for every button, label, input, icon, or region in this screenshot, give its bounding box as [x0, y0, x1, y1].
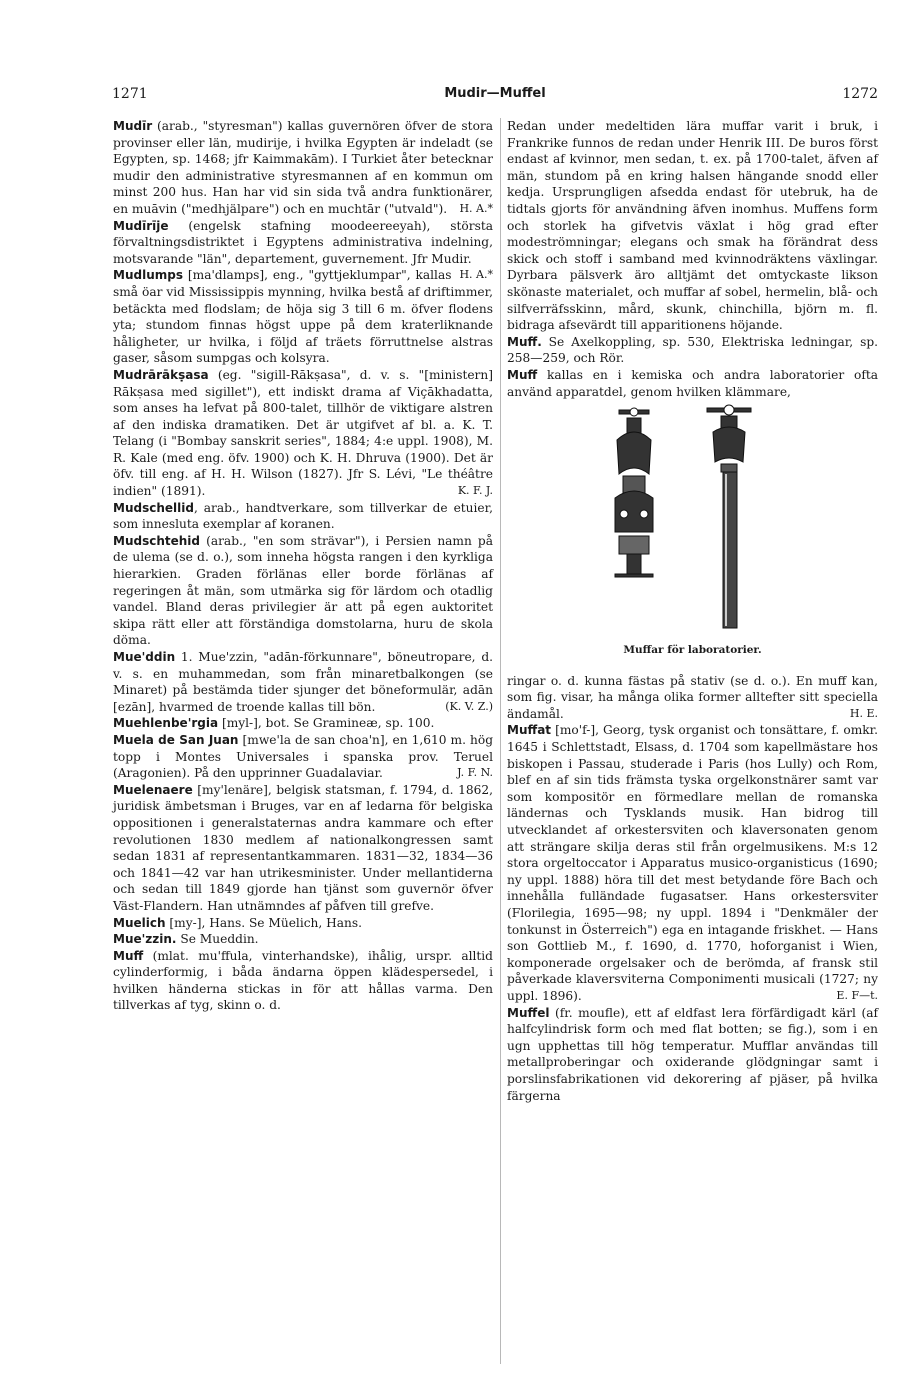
entry-text: (arab., "en som strävar"), i Persien namn på de ulema (se d. o.), som inneha högsta rangen i den kyrkliga hierarkien. Graden förlänas eller borde förlänas af regeringen åt män, som utmärka sig för lärdom och otadlig vandel. Bland deras privilegier är att på egen auktoritet skipa rätt eller att förständiga domstolarna, huru de skola döma.: [113, 533, 493, 648]
entry-text: 1. Mue'zzin, "adān-förkunnare", böneutropare, d. v. s. en muhammedan, som från minaretbalkongen (se Minaret) på bestämda tider sjunger det böneformulär, adān [ezān], hvarmed de troende kallas till bön.: [113, 650, 493, 714]
dictionary-entry: [113, 649, 493, 715]
dictionary-entry: [507, 722, 878, 1004]
clamp-left-icon: [615, 408, 653, 577]
entry-text: (fr. moufle), ett af eldfast lera förfärdigadt kärl (af halfcylindrisk form och med flat botten; se fig.), som i en ugn upphettas till hög temperatur. Mufflar användas till metallproberingar och oxiderande glödgningar samt i porslinsfabrikationen vid dekorering af pjäser, på hvilka färgerna: [507, 1005, 878, 1103]
entry-headword: Mudīr: [113, 119, 153, 133]
entry-headword: Mudschellid: [113, 500, 194, 515]
entry-headword: Muelich: [113, 915, 166, 930]
entry-signature: E. F—t.: [836, 988, 878, 1002]
entry-continuation: Redan under medeltiden lära muffar varit i bruk, i Frankrike funnos de redan under Henrik III. De buros först endast af kvinnor, men sedan, t. ex. på 1700-talet, äfven af män, stundom på en kring halsen hängande snodd eller kedja. Ursprungligen afsedda endast för utebruk, ha de tidtals gjorts för användning äfven inomhus. Muffens form och storlek ha gifvetvis växlat i hög grad efter modeströmningar; elegans och smak ha förändrat dess skick och stoff i samband med kvinnodräktens växlingar. Dyrbara pälsverk äro alltjämt det omtyckaste likson skönaste materialet, och muffar af sobel, hermelin, blå- och silfverräfsskinn, mård, skunk, chinchilla, björn m. fl. bidraga afsevärdt till apparitionens höjande.: [507, 119, 878, 333]
entry-signature: J. F. N.: [457, 766, 493, 780]
column-divider: [500, 118, 501, 1364]
continuation-text: ringar o. d. kunna fästas på stativ (se d. o.). En muff kan, som fig. visar, ha många olika former alltefter sitt speciella ändamål.: [507, 673, 878, 721]
laboratory-clamp-figure: [507, 404, 878, 640]
dictionary-entry: [113, 367, 493, 500]
left-column: [113, 118, 493, 1014]
entry-text: kallas en i kemiska och andra laboratorier ofta använd apparatdel, genom hvilken klämmare,: [507, 367, 878, 399]
entry-text: (mlat. mu'ffula, vinterhandske), ihålig, urspr. alltid cylinderformig, i båda ändarna öppen klädespersedel, i hvilken händerna stickas in för att hållas varma. Den tillverkas af tyg, skinn o. d.: [113, 948, 493, 1013]
entry-headword: Muela de San Juan: [113, 732, 239, 747]
entry-list-bottom: [507, 722, 878, 1104]
entry-text: [ma'dlamps], eng., "gyttjeklumpar", kallas små öar vid Mississippis mynning, hvilka bestå af driftimmer, betäckta med flodslam; de höja sig 3 till 6 m. öfver flodens yta; stundom finnas högst uppe på dem kraterliknande håligheter, ur hvilka, i följd af träets förruttnelse alstras gaser, såsom sumpgas och kolsyra.: [113, 268, 493, 366]
entry-continuation-2: [507, 673, 878, 723]
entry-signature: H. A.*: [459, 201, 493, 215]
entry-list-top: [507, 334, 878, 400]
entry-signature: K. F. J.: [457, 484, 493, 498]
dictionary-entry: [113, 267, 493, 367]
entry-text: [my'lenäre], belgisk statsman, f. 1794, d. 1862, juridisk ämbetsman i Bruges, var en af ledarna för belgiska oppositionen i generalstaternas andra kammare och efter revolutionen 1830 medlem af nationalkongressen samt sedan 1831 af representantkammaren. 1831—32, 1834—36 och 1841—42 var han utrikesminister. Under mellantiderna och sedan till 1849 gjorde han tjänst som guvernör öfver Väst-Flandern. Han utnämndes af påfven till grefve.: [113, 782, 493, 913]
dictionary-entry: [113, 931, 493, 948]
dictionary-entry: [113, 782, 493, 915]
left-page-number: 1271: [112, 86, 148, 102]
entry-headword: Muff: [113, 948, 144, 963]
entry-text: [myl-], bot. Se Gramineæ, sp. 100.: [218, 716, 435, 731]
dictionary-entry: [113, 948, 493, 1014]
entry-headword: Muelenaere: [113, 782, 193, 797]
entry-text: Se Mueddin.: [176, 932, 259, 947]
dictionary-entry: [113, 533, 493, 649]
entry-signature: (K. V. Z.): [445, 699, 493, 713]
entry-text: (eg. "sigill-Rākṣasa", d. v. s. "[ministern] Rākṣasa med sigillet"), ett indiskt drama af Viçākhadatta, som anses ha lefvat på 800-talet, tillhör de viktigare alstren af den indiska dramatiken. Det är utgifvet af bl. a. K. T. Telang (i "Bombay sanskrit series", 1884; 4:e uppl. 1908), M. R. Kale (med eng. öfv. 1900) och K. H. Dhruva (1900). Det är öfv. till eng. af H. H. Wilson (1827). Jfr S. Lévi, "Le théâtre indien" (1891).: [113, 367, 493, 499]
dictionary-entry: [113, 500, 493, 533]
dictionary-entry: [113, 732, 493, 782]
entry-headword: Muffat: [507, 723, 552, 738]
entry-headword: Mudīrīje: [113, 218, 169, 233]
entry-headword: Muehlenbe'rgia: [113, 716, 219, 731]
dictionary-entry: [507, 1005, 878, 1105]
entry-headword: Mudrārākṣasa: [113, 367, 209, 382]
clamp-right-icon: [707, 405, 751, 628]
entry-headword: Mue'ddin: [113, 650, 176, 664]
dictionary-entry: [113, 715, 493, 732]
entry-headword: Muff.: [507, 334, 542, 349]
dictionary-entry: [507, 367, 878, 400]
entry-text: [my-], Hans. Se Müelich, Hans.: [165, 915, 363, 930]
right-column: [507, 118, 878, 1104]
dictionary-entry: [507, 334, 878, 367]
figure-caption: Muffar för laboratorier.: [623, 644, 762, 657]
dictionary-entry: [113, 118, 493, 218]
entry-headword: Mue'zzin.: [113, 932, 177, 947]
entry-headword: Muffel: [507, 1005, 550, 1020]
dictionary-entry: [113, 915, 493, 932]
entry-text: [mwe'la de san choa'n], en 1,610 m. hög topp i Montes Universales i spanska prov. Teruel (Aragonien). På den upprinner Guadalaviar.: [113, 732, 494, 781]
entry-text: Se Axelkoppling, sp. 530, Elektriska ledningar, sp. 258—259, och Rör.: [507, 334, 878, 366]
right-page-number: 1272: [842, 86, 878, 102]
entry-text: [mo'f-], Georg, tysk organist och tonsättare, f. omkr. 1645 i Schlettstadt, Elsass, d. 1704 som kapellmästare hos biskopen i Passau, studerade i Paris (hos Lully) och Rom, blef en af sin tids främsta tyska orgelkonstnärer samt var som kompositör en förmedlare mellan de romanska ländernas och Tysklands musik. Han bidrog till utvecklandet af orkestersviten och klaversonaten genom att strängare skilja deras stil från orgelmusikens. M:s 12 stora orgeltoccator i Apparatus musico-organisticus (1690; ny uppl. 1888) höra till det mest betydande före Bach och innehålla fulländade fugasatser. Hans orkestersviter (Florilegia, 1695—98; ny uppl. 1894 i "Denkmäler der tonkunst in Österreich") ega en intagande friskhet. — Hans son Gottlieb M., f. 1690, d. 1770, hoforganist i Wien, komponerade orgelsaker och de berömda, af fransk stil påverkade klaversviterna Componimenti musicali (1727; ny uppl. 1896).: [507, 723, 878, 1003]
entry-text: (engelsk stafning moodeereeyah), största förvaltningsdistriktet i Egyptens administrativa indelning, motsvarande "län", departement, guvernement. Jfr Mudir.: [113, 218, 493, 266]
page-header: [112, 86, 878, 110]
running-title: Mudir—Muffel: [444, 86, 546, 101]
entry-headword: Muff: [507, 367, 538, 382]
entry-signature: H. A.*: [459, 268, 493, 282]
entry-text: , arab., handtverkare, som tillverkar de etuier, som innesluta exemplar af koranen.: [113, 500, 493, 532]
signature: H. E.: [849, 706, 878, 720]
entry-headword: Mudlumps: [113, 268, 183, 283]
entry-text: (arab., "styresman") kallas guvernören öfver de stora provinser eller län, mudirije, i hvilka Egypten är indeladt (se Egypten, sp. 1468; jfr Kaimmakām). I Turkiet åter betecknar mudir den administrative styresmannen af en kommun om minst 200 hus. Han har vid sin sida två andra funktionärer, en muāvin ("medhjälpare") och en muchtār ("utvald").: [113, 119, 493, 216]
entry-headword: Mudschtehid: [113, 533, 200, 548]
